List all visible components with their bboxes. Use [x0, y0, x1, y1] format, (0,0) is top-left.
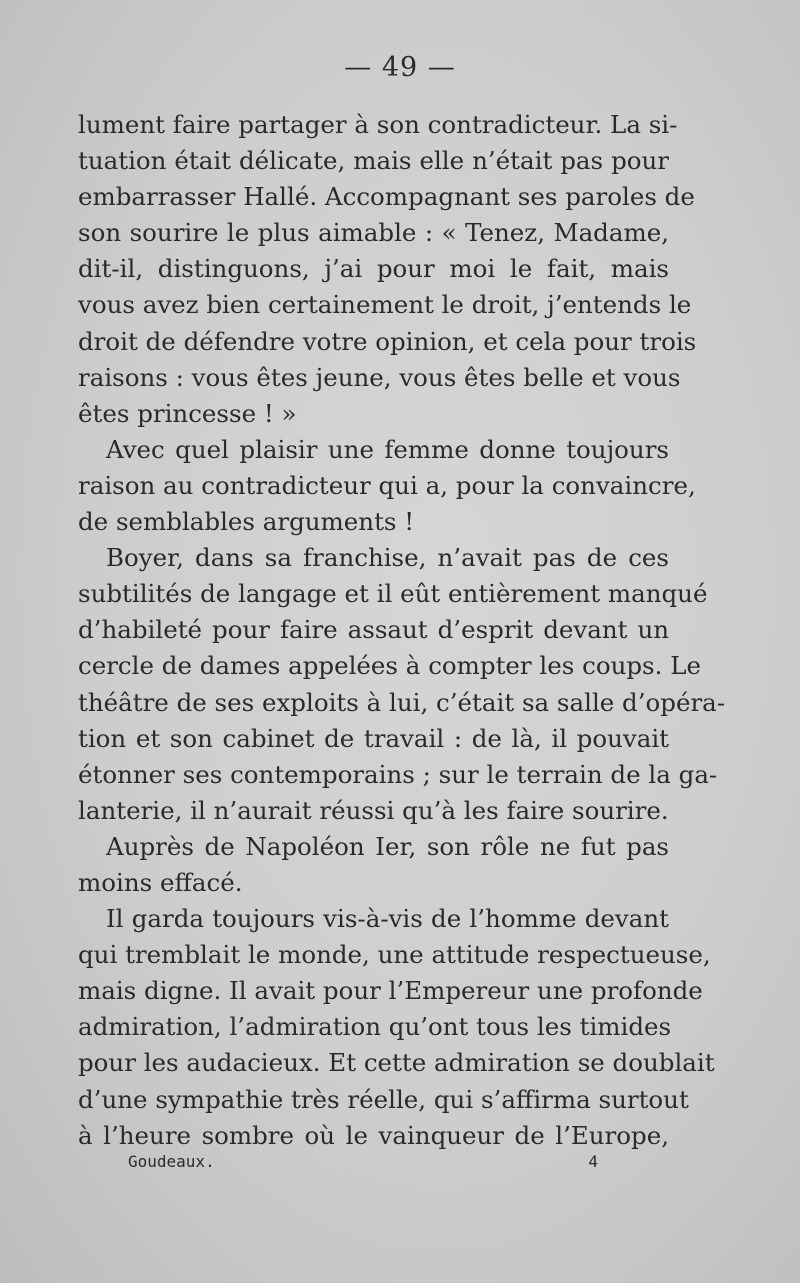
text-line: subtilités de langage et il eût entièrement manqué — [78, 579, 708, 609]
text-line: à l’heure sombre où le vainqueur de l’Europe, — [78, 1120, 669, 1150]
text-line: de semblables arguments ! — [78, 507, 415, 537]
text-line: droit de défendre votre opinion, et cela pour trois — [78, 326, 697, 356]
text-line: qui tremblait le monde, une attitude respectueuse, — [78, 940, 711, 970]
text-line: son sourire le plus aimable : « Tenez, Madame, — [78, 218, 669, 248]
text-line: lanterie, il n’aurait réussi qu’à les faire sourire. — [78, 795, 669, 825]
text-line: raisons : vous êtes jeune, vous êtes belle et vous — [78, 362, 681, 392]
footer-signature: Goudeaux. — [128, 1152, 215, 1171]
sheet-number: 4 — [588, 1152, 598, 1171]
text-line: d’habileté pour faire assaut d’esprit devant un — [78, 615, 669, 645]
text-line: pour les audacieux. Et cette admiration se doublait — [78, 1048, 715, 1078]
body-text — [78, 107, 726, 1154]
page-footer — [128, 1152, 598, 1171]
text-line: tuation était délicate, mais elle n’était pas pour — [78, 146, 669, 176]
text-line: êtes princesse ! » — [78, 398, 297, 428]
text-line: moins effacé. — [78, 867, 243, 897]
text-line: mais digne. Il avait pour l’Empereur une profonde — [78, 976, 703, 1006]
text-line: Il garda toujours vis-à-vis de l’homme devant — [106, 904, 669, 934]
text-line: vous avez bien certainement le droit, j’entends le — [78, 290, 692, 320]
text-line: Avec quel plaisir une femme donne toujours — [106, 434, 669, 464]
text-line: Boyer, dans sa franchise, n’avait pas de ces — [106, 543, 669, 573]
text-line: dit-il, distinguons, j’ai pour moi le fait, mais — [78, 254, 669, 284]
text-line: raison au contradicteur qui a, pour la convaincre, — [78, 470, 696, 500]
text-line: d’une sympathie très réelle, qui s’affirma surtout — [78, 1084, 689, 1114]
text-line: admiration, l’admiration qu’ont tous les timides — [78, 1012, 672, 1042]
text-line: cercle de dames appelées à compter les coups. Le — [78, 651, 701, 681]
text-line: Auprès de Napoléon Ier, son rôle ne fut pas — [106, 831, 669, 861]
text-line: tion et son cabinet de travail : de là, il pouvait — [78, 723, 669, 753]
text-line: étonner ses contemporains ; sur le terrain de la ga- — [78, 759, 718, 789]
text-line: théâtre de ses exploits à lui, c’était sa salle d’opéra- — [78, 687, 726, 717]
text-line: lument faire partager à son contradicteur. La si- — [78, 110, 678, 139]
text-line: embarrasser Hallé. Accompagnant ses paroles de — [78, 182, 695, 212]
page-number: — 49 — — [344, 52, 456, 83]
